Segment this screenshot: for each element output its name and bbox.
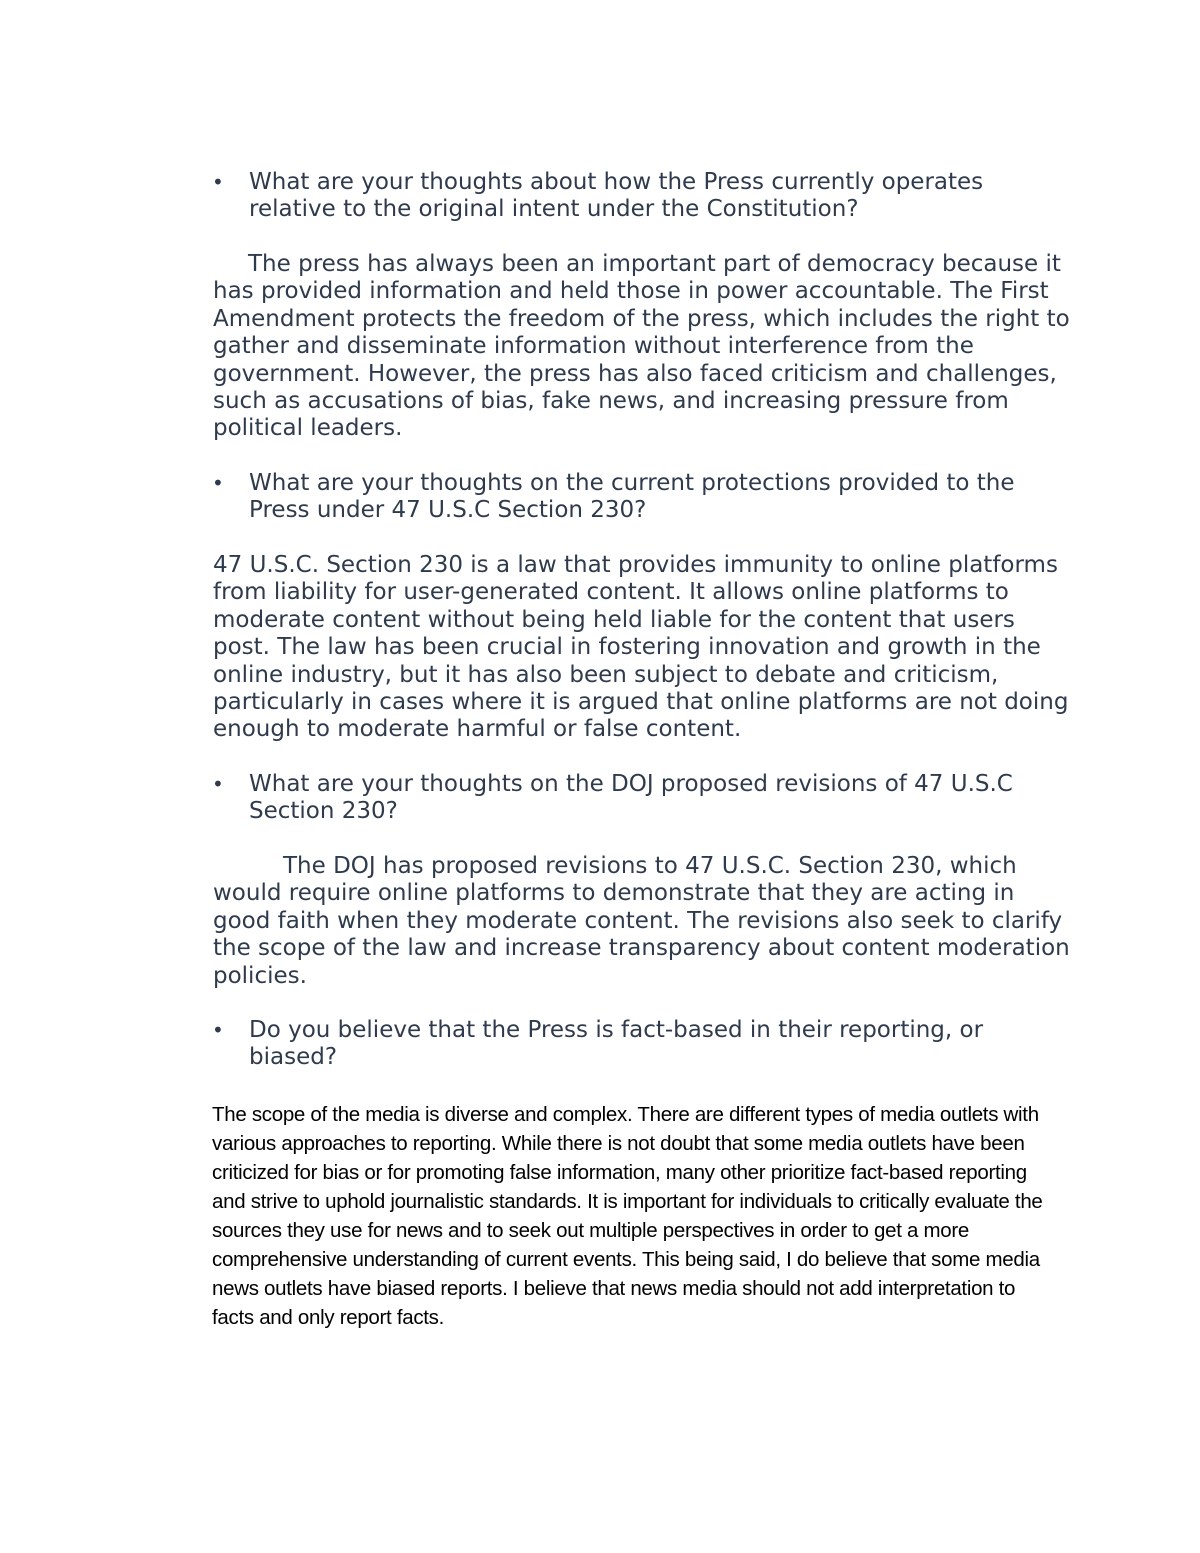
answer-1: The press has always been an important part of democracy because it has provided information and held those in power accountable. The First Amendment protects the freedom of the press, which includes the right to gather and disseminate information without interference from the government. However, the press has also faced criticism and challenges, such as accusations of bias, fake news, and increasing pressure from political leaders. xyxy=(213,251,1070,442)
question-2 xyxy=(212,470,1062,525)
answer-2: 47 U.S.C. Section 230 is a law that provides immunity to online platforms from liability for user-generated content. It allows online platforms to moderate content without being held liable for the content that users post. The law has been crucial in fostering innovation and growth in the online industry, but it has also been subject to debate and criticism, particularly in cases where it is argued that online platforms are not doing enough to moderate harmful or false content. xyxy=(213,552,1069,743)
question-4 xyxy=(212,1017,1062,1072)
bullet-icon: • xyxy=(212,1018,224,1042)
question-text: What are your thoughts on the current protections provided to the Press under 47 U.S.C Section 230? xyxy=(249,470,1015,524)
answer-4: The scope of the media is diverse and complex. There are different types of media outlets with various approaches to reporting. While there is not doubt that some media outlets have been criticized for bias or for promoting false information, many other prioritize fact-based reporting and strive to uphold journalistic standards. It is important for individuals to critically evaluate the sources they use for news and to seek out multiple perspectives in order to get a more comprehensive understanding of current events. This being said, I do believe that some media news outlets have biased reports. I believe that news media should not add interpretation to facts and only report facts. xyxy=(212,1103,1043,1329)
question-text: What are your thoughts about how the Press currently operates relative to the original intent under the Constitution? xyxy=(249,169,984,223)
question-1 xyxy=(212,169,1062,224)
question-3 xyxy=(212,771,1062,826)
bullet-icon: • xyxy=(212,471,224,495)
answer-3: The DOJ has proposed revisions to 47 U.S.C. Section 230, which would require online platforms to demonstrate that they are acting in good faith when they moderate content. The revisions also seek to clarify the scope of the law and increase transparency about content moderation policies. xyxy=(213,853,1070,989)
bullet-icon: • xyxy=(212,772,224,796)
bullet-icon: • xyxy=(212,170,224,194)
question-text: Do you believe that the Press is fact-based in their reporting, or biased? xyxy=(249,1017,984,1071)
question-text: What are your thoughts on the DOJ proposed revisions of 47 U.S.C Section 230? xyxy=(249,771,1013,825)
